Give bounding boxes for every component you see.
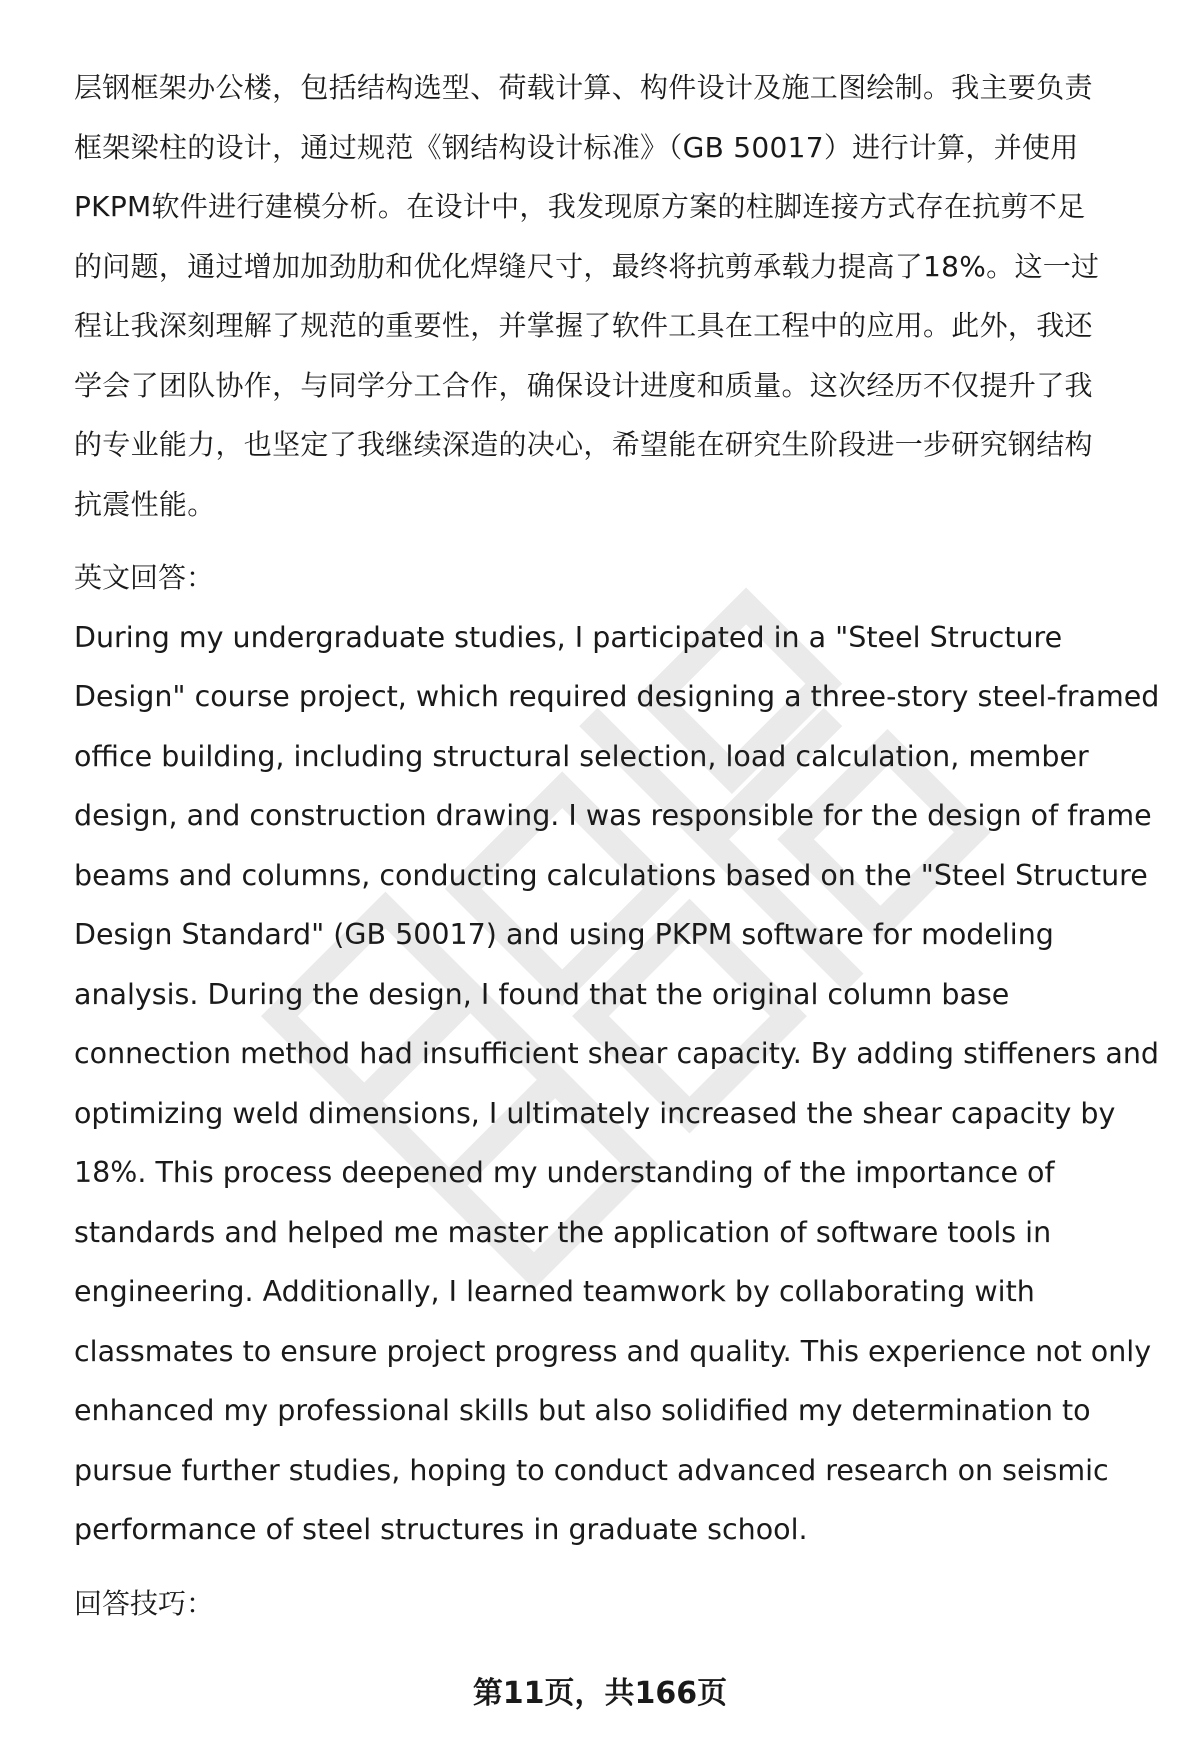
text-line: Design" course project, which required designing a three-story steel-framed: [74, 680, 1160, 713]
text-line: classmates to ensure project progress and quality. This experience not only: [74, 1334, 1152, 1368]
text-line: 程让我深刻理解了规范的重要性，并掌握了软件工具在工程中的应用。此外，我还: [74, 309, 1093, 342]
text-line: Design Standard" (GB 50017) and using PKPM software for modeling: [74, 918, 1054, 951]
text-line: 层钢框架办公楼，包括结构选型、荷载计算、构件设计及施工图绘制。我主要负责: [74, 71, 1093, 104]
text-line: 框架梁柱的设计，通过规范《钢结构设计标准》（GB 50017）进行计算，并使用: [74, 130, 1079, 164]
text-line: 学会了团队协作，与同学分工合作，确保设计进度和质量。这次经历不仅提升了我: [74, 368, 1093, 402]
english-answer-paragraph: [74, 608, 1164, 1560]
text-line: 的问题，通过增加加劲肋和优化焊缝尺寸，最终将抗剪承载力提高了18%。这一过: [74, 249, 1100, 283]
text-line: pursue further studies, hoping to conduct advanced research on seismic: [74, 1453, 1109, 1487]
text-line: During my undergraduate studies, I participated in a "Steel Structure: [74, 620, 1063, 654]
text-line: connection method had insufficient shear capacity. By adding stiffeners and: [74, 1037, 1160, 1070]
page-number-footer: 第11页，共166页: [472, 1676, 728, 1711]
text-line: standards and helped me master the application of software tools in: [74, 1215, 1052, 1249]
text-line: PKPM软件进行建模分析。在设计中，我发现原方案的柱脚连接方式存在抗剪不足: [74, 190, 1086, 223]
text-line: enhanced my professional skills but also solidified my determination to: [74, 1394, 1091, 1427]
text-line: optimizing weld dimensions, I ultimately increased the shear capacity by: [74, 1096, 1116, 1130]
text-line: 抗震性能。: [74, 487, 216, 521]
text-line: 的专业能力，也坚定了我继续深造的决心，希望能在研究生阶段进一步研究钢结构: [74, 428, 1093, 461]
text-line: analysis. During the design, I found that the original column base: [74, 977, 1010, 1011]
chinese-answer-paragraph: [74, 58, 1164, 534]
text-line: design, and construction drawing. I was responsible for the design of frame: [74, 799, 1152, 832]
document-body: [74, 58, 1164, 1633]
text-line: office building, including structural selection, load calculation, member: [74, 739, 1089, 773]
text-line: performance of steel structures in graduate school.: [74, 1513, 808, 1546]
text-line: 18%. This process deepened my understanding of the importance of: [74, 1156, 1055, 1189]
text-line: beams and columns, conducting calculations based on the "Steel Structure: [74, 858, 1148, 892]
answer-tips-heading: 回答技巧：: [74, 1586, 215, 1620]
english-answer-heading: 英文回答：: [74, 561, 215, 594]
text-line: engineering. Additionally, I learned teamwork by collaborating with: [74, 1275, 1035, 1308]
